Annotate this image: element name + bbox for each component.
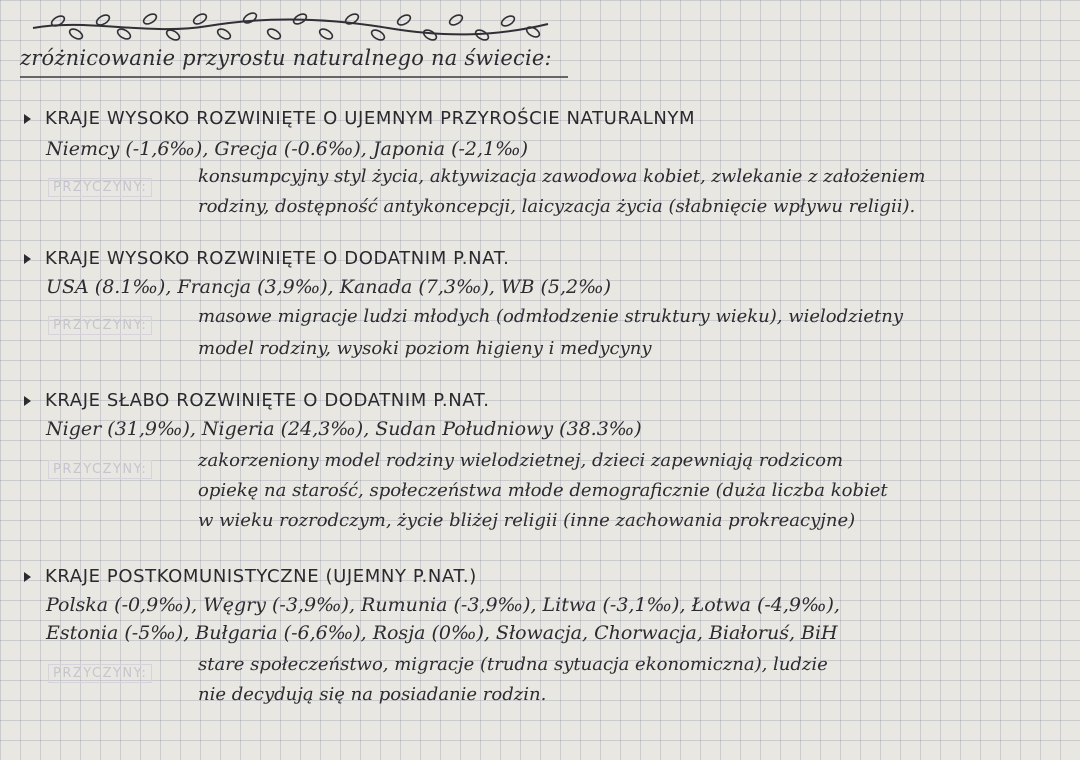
bullet-icon: [24, 254, 31, 264]
cause-line: stare społeczeństwo, migracje (trudna sytuacja ekonomiczna), ludzie: [198, 654, 828, 675]
section-4-countries: Estonia (-5‰), Bułgaria (-6,6‰), Rosja (0‰), Słowacja, Chorwacja, Białoruś, BiH: [46, 622, 838, 644]
causes-label: PRZYCZYNY:: [48, 316, 152, 335]
vine-doodle-icon: [28, 8, 558, 46]
section-3-title-row: [24, 390, 490, 411]
causes-label: PRZYCZYNY:: [48, 460, 152, 479]
section-title: KRAJE WYSOKO ROZWINIĘTE O DODATNIM P.NAT.: [45, 248, 510, 269]
cause-line: rodziny, dostępność antykoncepcji, laicyzacja życia (słabnięcie wpływu religii).: [198, 196, 916, 217]
section-title: KRAJE SŁABO ROZWINIĘTE O DODATNIM P.NAT.: [45, 390, 490, 411]
cause-line: konsumpcyjny styl życia, aktywizacja zawodowa kobiet, zwlekanie z założeniem: [198, 166, 926, 187]
bullet-icon: [24, 114, 31, 124]
section-4-title-row: [24, 566, 477, 587]
cause-line: masowe migracje ludzi młodych (odmłodzenie struktury wieku), wielodzietny: [198, 306, 904, 327]
section-title: KRAJE POSTKOMUNISTYCZNE (UJEMNY P.NAT.): [45, 566, 477, 587]
section-2-title-row: [24, 248, 509, 269]
section-title: KRAJE WYSOKO ROZWINIĘTE O UJEMNYM PRZYROŚCIE NATURALNYM: [45, 108, 696, 129]
cause-line: opiekę na starość, społeczeństwa młode demograficznie (duża liczba kobiet: [198, 480, 888, 501]
section-2-countries: USA (8.1‰), Francja (3,9‰), Kanada (7,3‰), WB (5,2‰): [46, 276, 612, 298]
cause-line: zakorzeniony model rodziny wielodzietnej, dzieci zapewniają rodzicom: [198, 450, 844, 471]
causes-label: PRZYCZYNY:: [48, 664, 152, 683]
page-heading: zróżnicowanie przyrostu naturalnego na świecie:: [20, 46, 552, 70]
section-3-countries: Niger (31,9‰), Nigeria (24,3‰), Sudan Południowy (38.3‰): [46, 418, 642, 440]
bullet-icon: [24, 572, 31, 582]
cause-line: w wieku rozrodczym, życie bliżej religii (inne zachowania prokreacyjne): [198, 510, 856, 531]
heading-underline: [20, 76, 568, 78]
cause-line: nie decydują się na posiadanie rodzin.: [198, 684, 547, 705]
section-4-countries: Polska (-0,9‰), Węgry (-3,9‰), Rumunia (-3,9‰), Litwa (-3,1‰), Łotwa (-4,9‰),: [46, 594, 840, 616]
section-1-countries: Niemcy (-1,6‰), Grecja (-0.6‰), Japonia (-2,1‰): [46, 138, 529, 160]
section-1-title-row: [24, 108, 695, 129]
cause-line: model rodziny, wysoki poziom higieny i medycyny: [198, 338, 652, 359]
bullet-icon: [24, 396, 31, 406]
causes-label: PRZYCZYNY:: [48, 178, 152, 197]
